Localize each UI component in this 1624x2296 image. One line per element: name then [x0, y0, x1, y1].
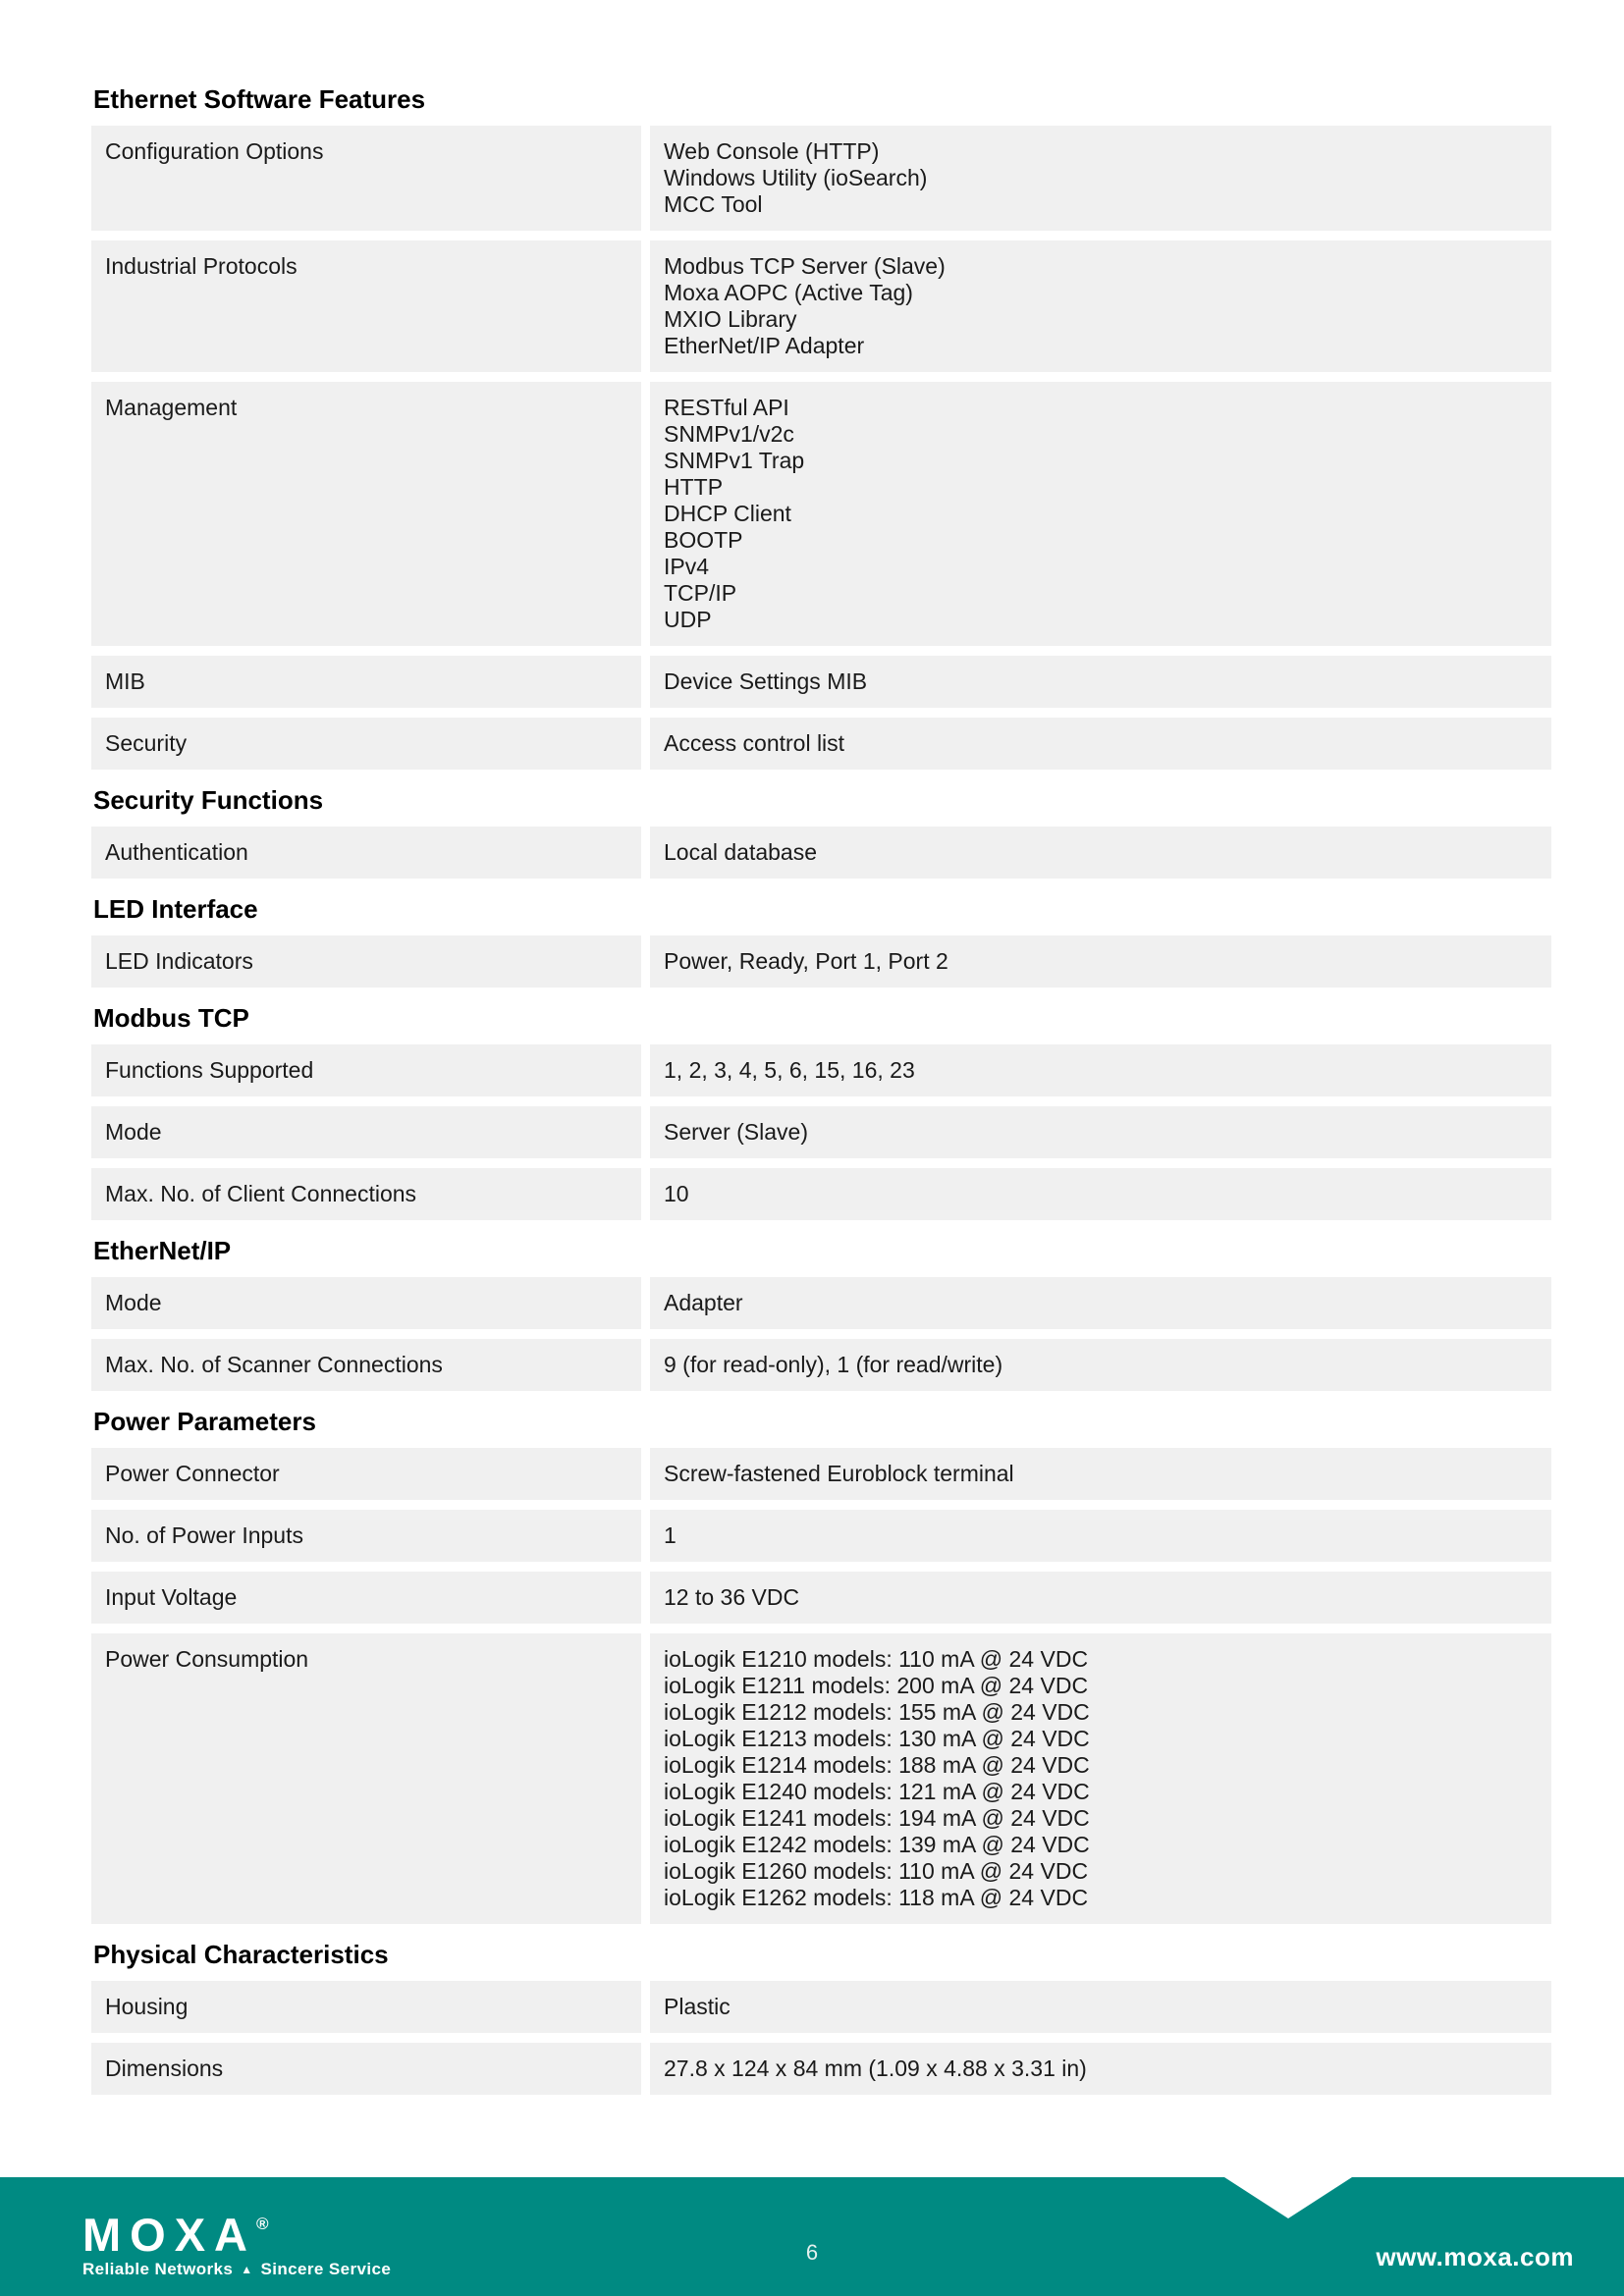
spec-label: Functions Supported [91, 1044, 641, 1096]
page-number: 6 [805, 2240, 819, 2265]
spec-value-line: Server (Slave) [664, 1119, 808, 1145]
spec-label: Authentication [91, 827, 641, 879]
spec-value-line: Local database [664, 839, 818, 865]
table-row [91, 2043, 1551, 2095]
spec-value-line: IPv4 [664, 554, 710, 579]
spec-value [650, 1633, 1551, 1924]
spec-value-line: Modbus TCP Server (Slave) [664, 253, 946, 279]
spec-value [650, 2043, 1551, 2095]
spec-label: Power Connector [91, 1448, 641, 1500]
section-rows [91, 1981, 1551, 2095]
spec-label: Mode [91, 1277, 641, 1329]
table-row [91, 1277, 1551, 1329]
spec-value [650, 656, 1551, 708]
spec-section [91, 1003, 1551, 1220]
spec-value-line: DHCP Client [664, 501, 791, 526]
spec-label: Power Consumption [91, 1633, 641, 1924]
spec-value-line: EtherNet/IP Adapter [664, 333, 865, 358]
table-row [91, 656, 1551, 708]
moxa-logo-text: MOXA [82, 2209, 256, 2261]
table-row [91, 1510, 1551, 1562]
spec-value [650, 126, 1551, 231]
spec-label: Max. No. of Scanner Connections [91, 1339, 641, 1391]
spec-value-line: Device Settings MIB [664, 668, 868, 694]
section-title: Power Parameters [93, 1407, 316, 1436]
table-row [91, 1106, 1551, 1158]
table-row [91, 126, 1551, 231]
table-row [91, 1981, 1551, 2033]
spec-label: No. of Power Inputs [91, 1510, 641, 1562]
section-rows [91, 827, 1551, 879]
spec-label: Security [91, 718, 641, 770]
spec-value-line: Windows Utility (ioSearch) [664, 165, 928, 190]
spec-value-line: ioLogik E1213 models: 130 mA @ 24 VDC [664, 1726, 1090, 1751]
section-title: Modbus TCP [93, 1003, 249, 1033]
spec-section [91, 894, 1551, 988]
spec-value-line: Plastic [664, 1994, 731, 2019]
table-row [91, 935, 1551, 988]
spec-section [91, 84, 1551, 770]
spec-label: Input Voltage [91, 1572, 641, 1624]
moxa-website-link[interactable]: www.moxa.com [1376, 2242, 1574, 2271]
spec-value [650, 240, 1551, 372]
spec-label: MIB [91, 656, 641, 708]
spec-value-line: Screw-fastened Euroblock terminal [664, 1461, 1014, 1486]
spec-value [650, 1277, 1551, 1329]
spec-value-line: 9 (for read-only), 1 (for read/write) [664, 1352, 1003, 1377]
spec-value [650, 1981, 1551, 2033]
spec-value [650, 1448, 1551, 1500]
spec-label: LED Indicators [91, 935, 641, 988]
spec-value [650, 827, 1551, 879]
spec-label: Industrial Protocols [91, 240, 641, 372]
spec-value-line: 1, 2, 3, 4, 5, 6, 15, 16, 23 [664, 1057, 915, 1083]
spec-value-line: 27.8 x 124 x 84 mm (1.09 x 4.88 x 3.31 in) [664, 2056, 1087, 2081]
section-title: Physical Characteristics [93, 1940, 389, 1969]
spec-label: Housing [91, 1981, 641, 2033]
section-title: Security Functions [93, 785, 324, 815]
table-row [91, 382, 1551, 646]
section-rows [91, 126, 1551, 770]
table-row [91, 1448, 1551, 1500]
spec-value [650, 718, 1551, 770]
section-title: Ethernet Software Features [93, 84, 426, 114]
table-row [91, 240, 1551, 372]
spec-value-line: ioLogik E1242 models: 139 mA @ 24 VDC [664, 1832, 1090, 1857]
spec-value [650, 1339, 1551, 1391]
spec-value-line: ioLogik E1212 models: 155 mA @ 24 VDC [664, 1699, 1090, 1725]
spec-value-line: Moxa AOPC (Active Tag) [664, 280, 913, 305]
spec-value-line: HTTP [664, 474, 724, 500]
section-rows [91, 935, 1551, 988]
spec-value-line: ioLogik E1210 models: 110 mA @ 24 VDC [664, 1646, 1089, 1672]
spec-value-line: ioLogik E1240 models: 121 mA @ 24 VDC [664, 1779, 1090, 1804]
spec-value-line: Access control list [664, 730, 845, 756]
spec-value [650, 1510, 1551, 1562]
spec-value [650, 1168, 1551, 1220]
spec-value-line: ioLogik E1214 models: 188 mA @ 24 VDC [664, 1752, 1090, 1778]
spec-label: Max. No. of Client Connections [91, 1168, 641, 1220]
section-title: LED Interface [93, 894, 258, 924]
footer-notch-decoration [1224, 2177, 1352, 2218]
spec-label: Dimensions [91, 2043, 641, 2095]
spec-value-line: MCC Tool [664, 191, 763, 217]
spec-value-line: RESTful API [664, 395, 789, 420]
spec-value-line: BOOTP [664, 527, 743, 553]
spec-section [91, 785, 1551, 879]
spec-section [91, 1407, 1551, 1924]
section-rows [91, 1448, 1551, 1924]
table-row [91, 1044, 1551, 1096]
tagline-left-text: Reliable Networks [82, 2260, 234, 2278]
spec-value-line: Power, Ready, Port 1, Port 2 [664, 948, 948, 974]
spec-value [650, 935, 1551, 988]
spec-section [91, 1940, 1551, 2095]
spec-value [650, 382, 1551, 646]
spec-value [650, 1044, 1551, 1096]
spec-value-line: ioLogik E1260 models: 110 mA @ 24 VDC [664, 1858, 1089, 1884]
spec-value-line: ioLogik E1211 models: 200 mA @ 24 VDC [664, 1673, 1089, 1698]
spec-value-line: SNMPv1/v2c [664, 421, 794, 447]
table-row [91, 1633, 1551, 1924]
spec-value-line: UDP [664, 607, 712, 632]
spec-label: Mode [91, 1106, 641, 1158]
table-row [91, 1168, 1551, 1220]
section-title: EtherNet/IP [93, 1236, 232, 1265]
spec-value-line: ioLogik E1241 models: 194 mA @ 24 VDC [664, 1805, 1090, 1831]
spec-value-line: Adapter [664, 1290, 743, 1315]
spec-label: Management [91, 382, 641, 646]
spec-label: Configuration Options [91, 126, 641, 231]
table-row [91, 827, 1551, 879]
spec-value [650, 1572, 1551, 1624]
tagline-right-text: Sincere Service [260, 2260, 392, 2278]
spec-section [91, 1236, 1551, 1391]
spec-value-line: 10 [664, 1181, 689, 1206]
registered-trademark-icon: ® [256, 2215, 269, 2233]
spec-value-line: 1 [664, 1522, 677, 1548]
spec-value-line: Web Console (HTTP) [664, 138, 880, 164]
section-rows [91, 1277, 1551, 1391]
table-row [91, 1572, 1551, 1624]
spec-value-line: TCP/IP [664, 580, 737, 606]
page-footer [0, 2177, 1624, 2296]
triangle-icon: ▲ [241, 2263, 253, 2276]
spec-value-line: 12 to 36 VDC [664, 1584, 800, 1610]
spec-value [650, 1106, 1551, 1158]
spec-value-line: SNMPv1 Trap [664, 448, 805, 473]
section-rows [91, 1044, 1551, 1220]
spec-value-line: MXIO Library [664, 306, 797, 332]
table-row [91, 1339, 1551, 1391]
table-row [91, 718, 1551, 770]
spec-value-line: ioLogik E1262 models: 118 mA @ 24 VDC [664, 1885, 1089, 1910]
